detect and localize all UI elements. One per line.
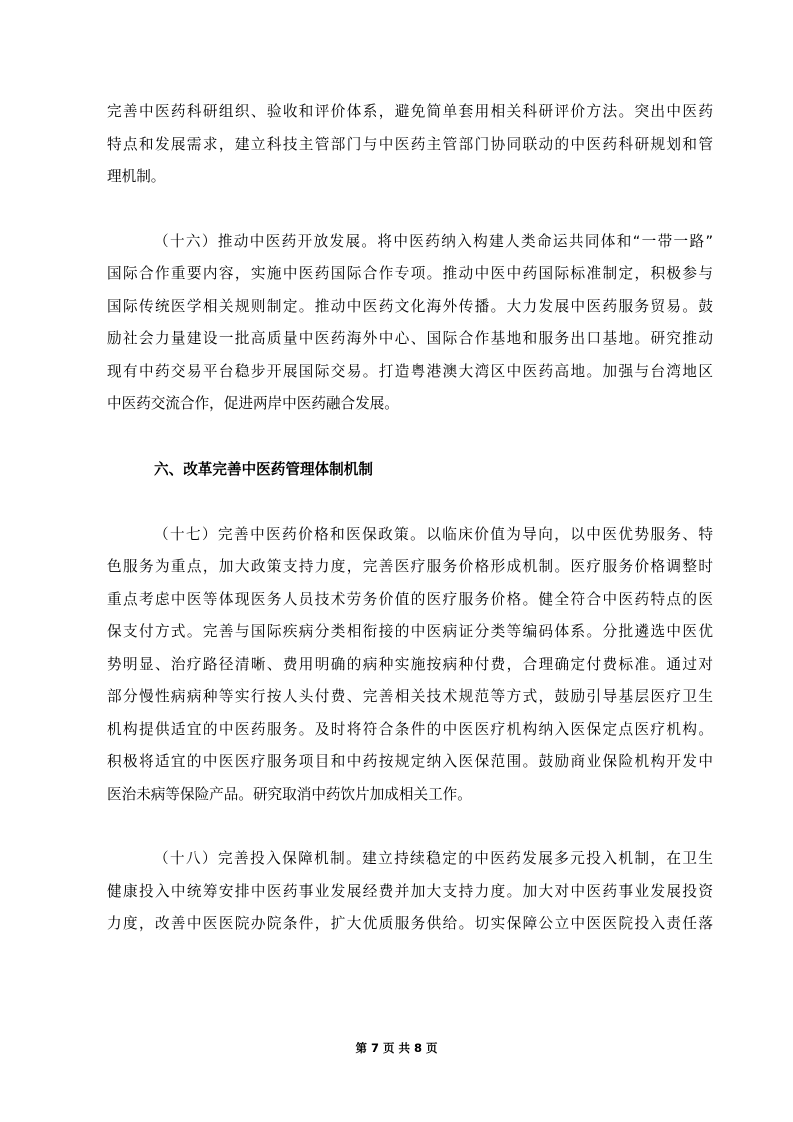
text-line: 理机制。	[107, 168, 166, 185]
text-line: （十七）完善中医药价格和医保政策。以临床价值为导向，以中医优势服务、特	[154, 525, 713, 543]
document-body	[107, 96, 713, 973]
section-heading: 六、改革完善中医药管理体制机制	[154, 460, 373, 478]
text-line: （十八）完善投入保障机制。建立持续稳定的中医药发展多元投入机制，在卫生	[154, 850, 713, 867]
text-line: 完善中医药科研组织、验收和评价体系，避免简单套用相关科研评价方法。突出中医药	[107, 103, 713, 120]
paragraph-18-investment	[107, 843, 713, 941]
text-line: 力度，改善中医医院办院条件，扩大优质服务供给。切实保障公立中医医院投入责任落	[107, 915, 713, 932]
text-line: 国际传统医学相关规则制定。推动中医药文化海外传播。大力发展中医药服务贸易。鼓	[107, 297, 713, 315]
text-line: 医治未病等保险产品。研究取消中药饮片加成相关工作。	[107, 785, 472, 803]
text-line: 励社会力量建设一批高质量中医药海外中心、国际合作基地和服务出口基地。研究推动	[107, 330, 713, 347]
paragraph-research-evaluation	[107, 96, 713, 194]
text-line: 色服务为重点，加大政策支持力度，完善医疗服务价格形成机制。医疗服务价格调整时	[107, 558, 713, 575]
text-line: 现有中药交易平台稳步开展国际交易。打造粤港澳大湾区中医药高地。加强与台湾地区	[107, 362, 713, 380]
page-number-footer: 第 7 页 共 8 页	[355, 1041, 438, 1055]
paragraph-16-open-development	[107, 226, 713, 421]
text-line: 特点和发展需求，建立科技主管部门与中医药主管部门协同联动的中医药科研规划和管	[107, 135, 713, 153]
paragraph-17-price-insurance	[107, 519, 713, 812]
text-line: 国际合作重要内容，实施中医药国际合作专项。推动中医中药国际标准制定，积极参与	[107, 265, 713, 282]
text-line: 健康投入中统筹安排中医药事业发展经费并加大支持力度。加大对中医药事业发展投资	[107, 882, 713, 900]
text-line: 积极将适宜的中医医疗服务项目和中药按规定纳入医保范围。鼓励商业保险机构开发中	[107, 753, 713, 770]
text-line: （十六）推动中医药开放发展。将中医药纳入构建人类命运共同体和“一带一路”	[154, 232, 713, 250]
text-line: 中医药交流合作，促进两岸中医药融合发展。	[107, 395, 399, 412]
text-line: 机构提供适宜的中医药服务。及时将符合条件的中医医疗机构纳入医保定点医疗机构。	[107, 720, 713, 738]
text-line: 保支付方式。完善与国际疾病分类相衔接的中医病证分类等编码体系。分批遴选中医优	[107, 623, 713, 640]
text-line: 部分慢性病病种等实行按人头付费、完善相关技术规范等方式，鼓励引导基层医疗卫生	[107, 688, 713, 705]
text-line: 重点考虑中医等体现医务人员技术劳务价值的医疗服务价格。健全符合中医药特点的医	[107, 590, 713, 608]
text-line: 势明显、治疗路径清晰、费用明确的病种实施按病种付费，合理确定付费标准。通过对	[107, 655, 713, 673]
